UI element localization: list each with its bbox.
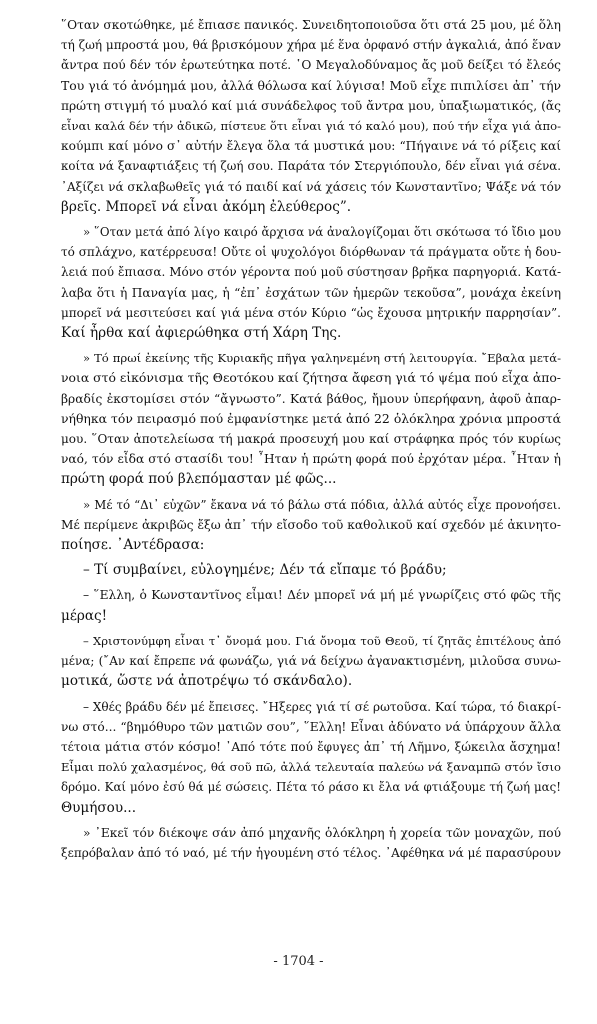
text-line: νήθηκα τόν πειρασμό πού ἐμφανίστηκε μετά ἀπό 22 ὁλόκληρα χρόνια μπροστά [61, 410, 561, 426]
text-line: δρόμο. Καί μόνο ἐσύ θά μέ σώσεις. Πέτα τό ράσο κι ἔλα νά φτιάξουμε τή ζωή μας! [61, 780, 561, 795]
text-line: Εἶμαι πολύ χαλασμένος, θά σοῦ πῶ, ἀλλά τελευταία παλεύω νά ξαναμπῶ στόν ἴσιο [61, 760, 561, 775]
text-line: βρεῖς. Μπορεῖ νά εἶναι ἀκόμη ἐλεύθερος”. [61, 198, 352, 215]
text-line: ἄντρα πού δέν τόν ἐρωτεύτηκα ποτέ. ῾Ο Μεγαλοδύναμος ἄς μοῦ δείξει τό ἔλεός [61, 58, 561, 73]
text-line: μέρας! [61, 607, 108, 624]
text-line: » ᾿Εκεῖ τόν διέκοψε σάν ἀπό μηχανῆς ὁλόκληρη ἡ χορεία τῶν μοναχῶν, πού [83, 825, 561, 840]
text-line: ῞Οταν σκοτώθηκε, μέ ἔπιασε πανικός. Συνειδητοποιοῦσα ὅτι στά 25 μου, μέ ὅλη [61, 18, 561, 32]
text-line: κοίτα νά ξαναφτιάξεις τή ζωή σου. Παράτα τόν Στεργιόπουλο, δέν εἶναι γιά σένα. [61, 159, 561, 174]
text-line: – Τί συμβαίνει, εὐλογημένε; Δέν τά εἴπαμε τό βράδυ; [83, 562, 447, 579]
paragraph [61, 585, 561, 625]
text-line: Καί ἦρθα καί ἀφιερώθηκα στή Χάρη Της. [61, 325, 342, 342]
text-line: πρώτη φορά πού βλεπόμασταν μέ φῶς... [61, 471, 337, 488]
text-line: ναό, τόν εἶδα στό στασίδι του! ῏Ηταν ἡ πρώτη φορά πού ἐρχόταν μέρα. ῏Ηταν ἡ [61, 452, 561, 467]
text-line: » Τό πρωί ἐκείνης τῆς Κυριακῆς πῆγα γαληνεμένη στή λειτουργία. ῎Εβαλα μετά- [83, 351, 561, 366]
paragraph [61, 222, 561, 343]
text-line: Του γιά τό ἀνόμημά μου, ἀλλά θόλωσα καί λύγισα! Μοῦ εἶχε πιπιλίσει ἀπ᾿ τήν [61, 77, 562, 93]
text-line: – Χθές βράδυ δέν μέ ἔπεισες. ῎Ηξερες γιά τί σέ ρωτοῦσα. Καί τώρα, τό διακρί- [83, 699, 561, 714]
text-line: – Χριστονύμφη εἶναι τ᾿ ὄνομά μου. Γιά ὄνομα τοῦ Θεοῦ, τί ζητᾶς ἐπιτέλους ἀπό [83, 633, 561, 648]
text-line: τέτοια μάτια στόν κόσμο! ᾿Από τότε πού ἔφυγες ἀπ᾿ τή Λῆμνο, ξώκειλα ἄσχημα! [61, 739, 561, 754]
text-line: – ῞Ελλη, ὁ Κωνσταντῖνος εἶμαι! Δέν μπορεῖ νά μή μέ γνωρίζεις στό φῶς τῆς [83, 588, 561, 603]
text-line: τή ζωή μπροστά μου, θά βρισκόμουν χήρα μέ ἕνα ὀρφανό στήν ἀγκαλιά, ἀπό ἕναν [61, 38, 562, 53]
text-line: κούμπι καί μόνο σ᾿ αὐτήν ἔλεγα ὅλα τά μυστικά μου: “Πήγαινε νά τό ρίξεις καί [61, 139, 561, 154]
text-line: ξεπρόβαλαν ἀπό τό ναό, μέ τήν ἡγουμένη στό τέλος. ᾿Αφέθηκα νά μέ παρασύρουν [61, 845, 561, 860]
text-line: ᾿Αξίζει νά σκλαβωθεῖς γιά τό παιδί καί νά χάσεις τόν Κωνσταντῖνο; Ψάξε νά τόν [61, 179, 562, 194]
paragraph [61, 348, 561, 489]
page-number: - 1704 - [273, 954, 324, 969]
text-line: μου. ῞Οταν ἀποτελείωσα τή μακρά προσευχή μου καί στράφηκα πρός τόν κυρίως [61, 432, 561, 447]
paragraph [61, 631, 561, 692]
text-line: λαβα ὅτι ἡ Παναγία μας, ἡ “ἐπ᾿ ἐσχάτων τῶν ἡμερῶν τεκοῦσα”, μονάχα ἐκείνη [61, 285, 561, 300]
text-line: Θυμήσου... [61, 799, 137, 816]
text-line: λειά πού ἔπιασα. Μόνο στόν γέροντα πού μοῦ σύστησαν βρῆκα παρηγοριά. Κατά- [61, 265, 561, 280]
body-text [61, 15, 561, 863]
paragraph [61, 697, 561, 818]
text-line: νοια στό εἰκόνισμα τῆς Θεοτόκου καί ζήτησα ἄφεση γιά τό ψέμα πού εἶχα ἀπο- [61, 370, 561, 386]
paragraph [61, 560, 561, 580]
paragraph [61, 15, 561, 217]
text-line: » ῞Οταν μετά ἀπό λίγο καιρό ἄρχισα νά ἀναλογίζομαι ὅτι σκότωσα τό ἴδιο μου [83, 225, 561, 240]
text-line: ποίησε. ᾿Αντέδρασα: [61, 537, 205, 554]
text-line: μένα; (῎Αν καί ἔπρεπε νά φωνάζω, γιά νά δείχνω ἀγανακτισμένη, μιλοῦσα συνω- [61, 654, 561, 669]
text-line: » Μέ τό “Δι᾿ εὐχῶν” ἔκανα νά τό βάλω στά πόδια, ἀλλά αὐτός εἶχε προνοήσει. [83, 497, 561, 512]
text-line: Μέ περίμενε ἀκριβῶς ἔξω ἀπ᾿ τήν εἴσοδο τοῦ καθολικοῦ καί σχεδόν μέ ἀκινητο- [61, 517, 561, 532]
text-line: τό σπλάχνο, κατέρρευσα! Οὔτε οἱ ψυχολόγοι διόρθωναν τά πράγματα οὔτε ἡ δου- [61, 245, 561, 260]
paragraph [61, 823, 561, 863]
text-line: βραδίς ἐκστομίσει στόν “ἄγνωστο”. Κατά βάθος, ἤμουν ὑπερήφανη, ἀφοῦ ἀπαρ- [61, 391, 561, 406]
text-line: μοτικά, ὥστε νά ἀποτρέψω τό σκάνδαλο). [61, 673, 353, 690]
text-line: μπορεῖ νά μεσιτεύσει καί γιά μένα στόν Κύριο “ὡς ἔχουσα μητρικήν παρρησίαν”. [61, 305, 561, 320]
text-line: νω στό... “βημόθυρο τῶν ματιῶν σου”, ῞Ελλη! Εἶναι ἀδύνατο νά ὑπάρχουν ἄλλα [61, 719, 561, 734]
paragraph [61, 495, 561, 556]
text-line: πρώτη στιγμή τό μυαλό καί μιά συνάδελφος τοῦ ἄντρα μου, ὑπαξιωματικός, (ἄς [61, 98, 561, 113]
text-line: εἶναι καλά δέν τήν ἀδικῶ, πίστευε ὅτι εἶναι γιά τό καλό μου), πού τήν εἶχα γιά ἀπο- [61, 119, 561, 134]
